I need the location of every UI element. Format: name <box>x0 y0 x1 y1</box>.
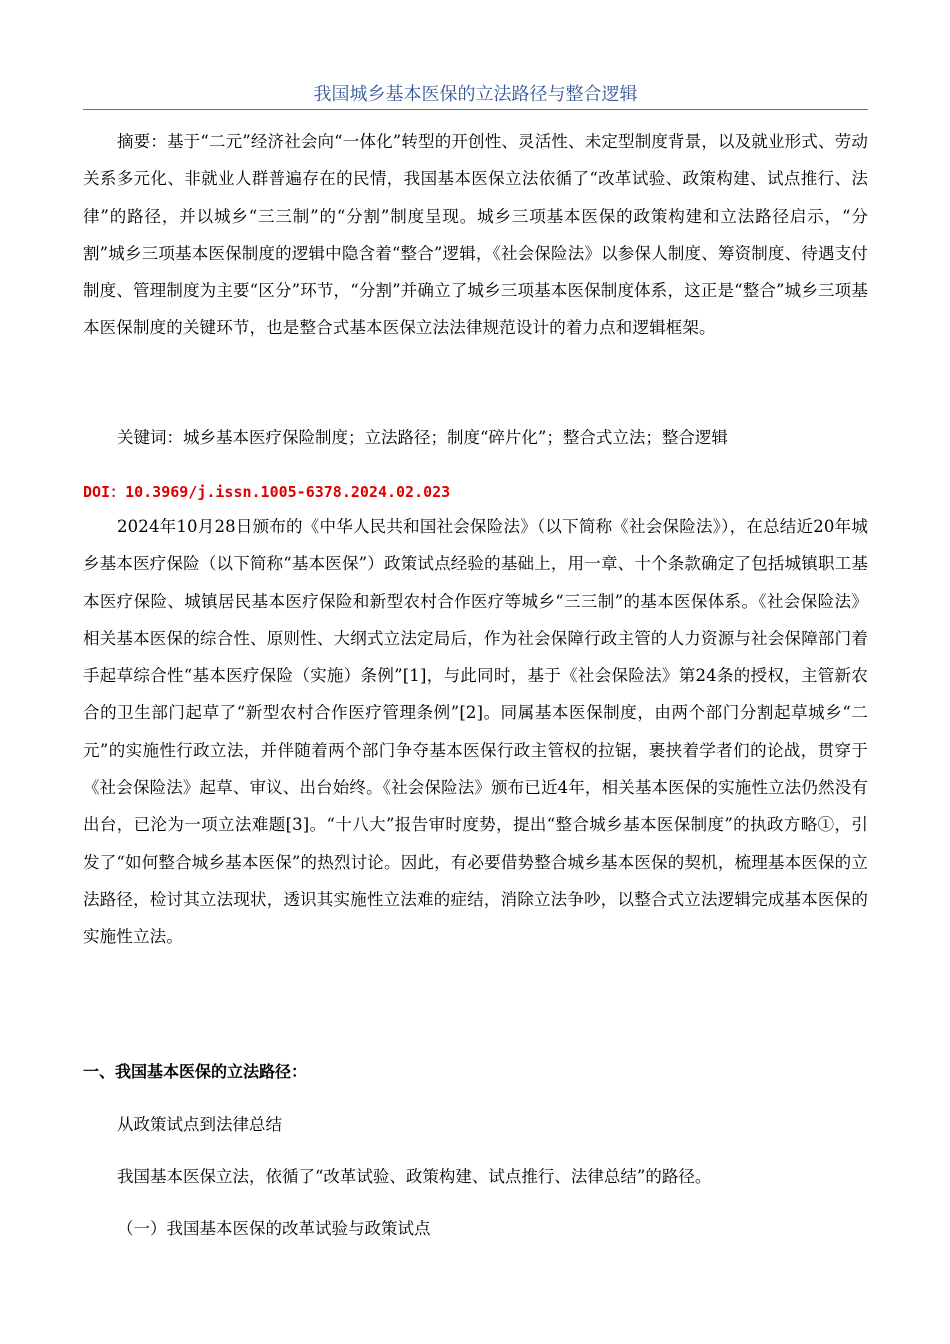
title-divider <box>83 109 868 110</box>
document-title: 我国城乡基本医保的立法路径与整合逻辑 <box>313 84 638 105</box>
section-subheading: 从政策试点到法律总结 <box>117 1115 282 1134</box>
section-heading: 一、我国基本医保的立法路径： <box>83 1062 308 1081</box>
section-intro-text: 我国基本医保立法，依循了“改革试验、政策构建、试点推行、法律总结”的路径。 <box>117 1167 712 1186</box>
subsection-heading: （一）我国基本医保的改革试验与政策试点 <box>117 1219 431 1238</box>
abstract-paragraph: 摘要：基于“二元”经济社会向“一体化”转型的开创性、灵活性、未定型制度背景，以及就业形式、劳动关系多元化、非就业人群普遍存在的民情，我国基本医保立法依循了“改革试验、政策构建、试点推行、法律”的路径，并以城乡“三三制”的“分割”制度呈现。城乡三项基本医保的政策构建和立法路径启示，“分割”城乡三项基本医保制度的逻辑中隐含着“整合”逻辑，《社会保险法》以参保人制度、筹资制度、待遇支付制度、管理制度为主要“区分”环节，“分割”并确立了城乡三项基本医保制度体系，这正是“整合”城乡三项基本医保制度的关键环节，也是整合式基本医保立法法律规范设计的着力点和逻辑框架。 <box>83 132 868 338</box>
keywords-line: 关键词：城乡基本医疗保险制度；立法路径；制度“碎片化”；整合式立法；整合逻辑 <box>117 428 728 447</box>
doi-line: DOI：10.3969/j.issn.1005-6378.2024.02.023 <box>83 483 451 501</box>
body-paragraph: 2024年10月28日颁布的《中华人民共和国社会保险法》（以下简称《社会保险法》），在总结近20年城乡基本医疗保险（以下简称“基本医保”）政策试点经验的基础上，用一章、十个条款确定了包括城镇职工基本医疗保险、城镇居民基本医疗保险和新型农村合作医疗等城乡“三三制”的基本医保体系。《社会保险法》相关基本医保的综合性、原则性、大纲式立法定局后，作为社会保障行政主管的人力资源与社会保障部门着手起草综合性“基本医疗保险（实施）条例”[1]，与此同时，基于《社会保险法》第24条的授权，主管新农合的卫生部门起草了“新型农村合作医疗管理条例”[2]。同属基本医保制度，由两个部门分割起草城乡“二元”的实施性行政立法，并伴随着两个部门争夺基本医保行政主管权的拉锯，裹挟着学者们的论战，贯穿于《社会保险法》起草、审议、出台始终。《社会保险法》颁布已近4年，相关基本医保的实施性立法仍然没有出台，已沦为一项立法难题[3]。“十八大”报告审时度势，提出“整合城乡基本医保制度”的执政方略①，引发了“如何整合城乡基本医保”的热烈讨论。因此，有必要借势整合城乡基本医保的契机，梳理基本医保的立法路径，检讨其立法现状，透识其实施性立法难的症结，消除立法争吵，以整合式立法逻辑完成基本医保的实施性立法。 <box>83 517 868 947</box>
